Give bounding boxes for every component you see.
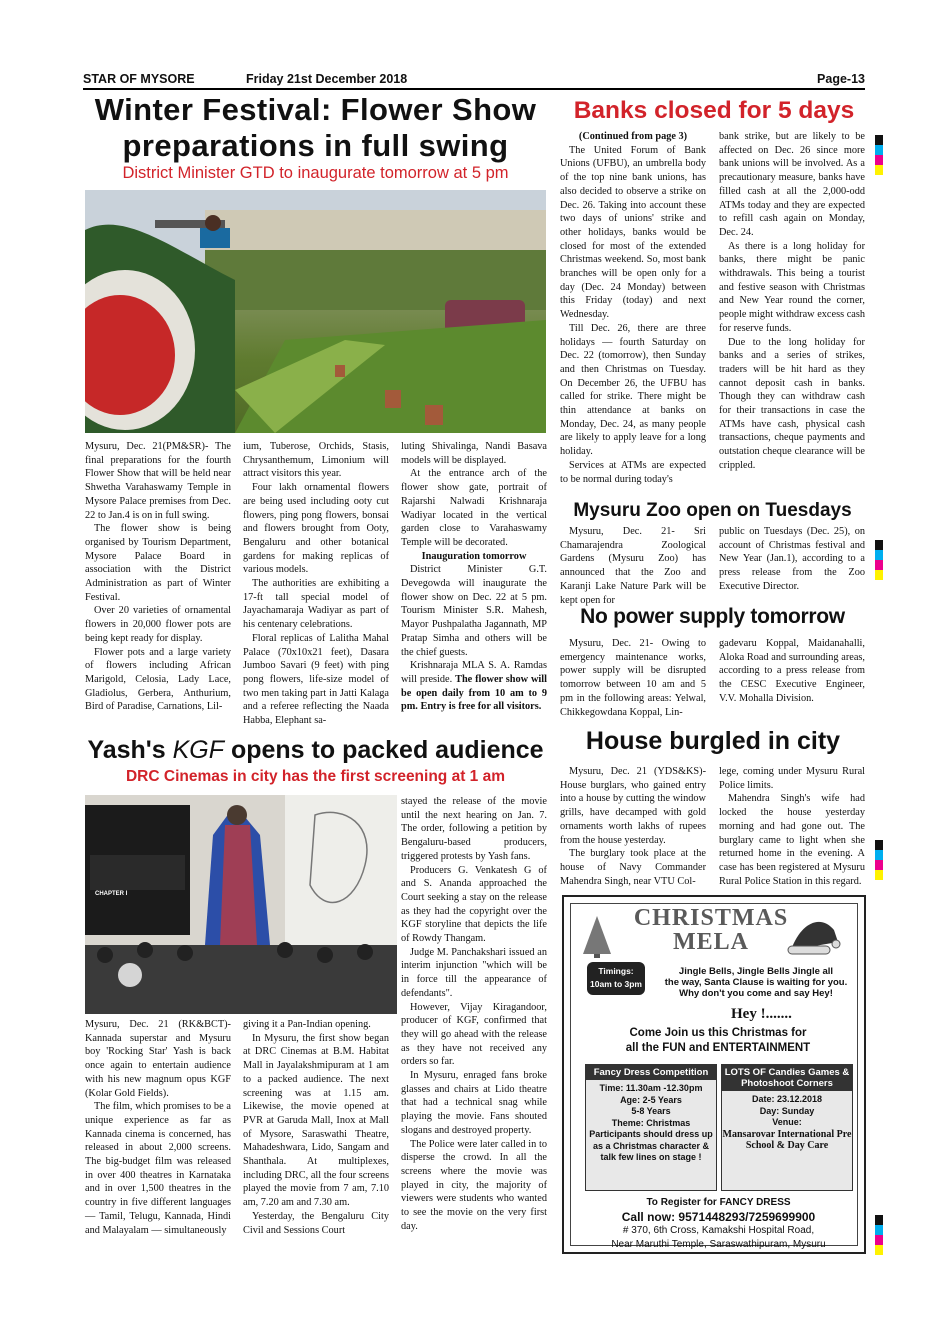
power-column-2 <box>719 637 865 706</box>
ad-jingle-line1: Jingle Bells, Jingle Bells Jingle all <box>678 966 834 977</box>
ad-phone: Call now: 9571448293/7259699900 <box>621 1210 816 1224</box>
paragraph: Producers G. Venkatesh G of and S. Ananda approached the Court seeking a stay on the release as they had the copyright over the KGF storyline that depicts the life of Rowdy Thangam. <box>401 864 547 945</box>
page-number: Page-13 <box>817 72 865 86</box>
ad-address-line2: Near Maruthi Temple, Saraswathipuram, Mysuru <box>611 1239 826 1250</box>
paragraph: Krishnaraja MLA S. A. Ramdas will preside. <box>401 660 547 685</box>
paragraph: At the entrance arch of the flower show gate, portrait of Rajarshi Nalwadi Krishnaraja Wadiyar located in the vertical garden close to Varahaswamy Temple will be decorated. <box>401 468 547 548</box>
paragraph: Floral replicas of Lalitha Mahal Palace (70x10x21 feet), Dasara Jumboo Savari (9 feet) with ping pong flowers, life-size model of two men taking part in Jatti Kalaga and a referee reflecting the Naada Habba, Elephant sa- <box>243 632 389 727</box>
paragraph: The burglary took place at the house of Navy Commander Mahendra Singh, near VTU Col- <box>560 848 706 887</box>
zoo-column-1 <box>560 525 706 607</box>
inauguration-subhead: Inauguration tomorrow <box>421 550 527 562</box>
ad-register <box>581 1196 856 1252</box>
fancy-dress-heading: Fancy Dress Competition <box>586 1065 716 1080</box>
event-heading: LOTS OF Candies Games & Photoshoot Corners <box>722 1065 852 1091</box>
ad-title-line1: CHRISTMAS <box>633 905 789 931</box>
continued-note: (Continued from page 3) <box>578 131 688 142</box>
paragraph: Four lakh ornamental flowers are being used including ooty cut flowers, ping pong flowers, bonsai and flowers brought from Ooty, Bengaluru and other botanical gardens for making replicas of various models. <box>243 482 389 576</box>
paragraph: lege, coming under Mysuru Rural Police limits. <box>719 766 865 791</box>
paragraph: However, Vijay Kiragandoor, producer of KGF, confirmed that they will go ahead with the release as they have not received any orders so far. <box>401 1001 547 1068</box>
cmyk-marks-1 <box>875 135 883 175</box>
paragraph: stayed the release of the movie until the next hearing on Jan. 7. The order, following a petition by Bengaluru-based producers, triggered protests by Yash fans. <box>401 796 547 862</box>
paragraph: Yesterday, the Bengaluru City Civil and Sessions Court <box>243 1210 389 1236</box>
paragraph: gadevaru Koppal, Maidanahalli, Aloka Road and surrounding areas, according to a press release from the CESC Executive Engineer, V.V. Mohalla Division. <box>719 638 865 704</box>
paragraph: The authorities are exhibiting a 17-ft tall special model of Jayachamaraja Wadiyar as part of his centenary celebrations. <box>243 578 389 631</box>
paragraph: District Minister G.T. Devegowda will inaugurate the flower show on Dec. 22 at 5 pm. Tourism Minister S.R. Mahesh, Mayor Pushpalatha Jagannath, MP Pratap Simha and others will be the chief guests. <box>401 564 547 658</box>
burgled-column-1 <box>560 765 706 888</box>
fancy-dress-time: Time: 11.30am -12.30pm <box>599 1083 703 1093</box>
issue-date: Friday 21st December 2018 <box>246 72 408 86</box>
paragraph: ium, Tuberose, Orchids, Stasis, Chrysanthemum, Limonium will attract visitors this year. <box>243 441 389 480</box>
banks-headline: Banks closed for 5 days <box>573 97 855 124</box>
masthead <box>83 70 865 90</box>
timings-note: The flower show will be open daily from 10 am to 9 pm. Entry is free for all visitors. <box>401 673 548 713</box>
fancy-dress-age1: Age: 2-5 Years <box>620 1094 682 1105</box>
paragraph: Due to the long holiday for banks and a series of strikes, traders will be hit hard as they cannot deposit cash in banks. Though they can withdraw cash for their transactions in case the ATMs have cash, physical cash transactions, cheque payments and outstation cheque clearance will be crippled. <box>719 336 865 471</box>
kgf-crowd-photo-drawing <box>85 795 397 1014</box>
ad-join-line1: Come Join us this Christmas for <box>629 1027 807 1039</box>
flower-headline-line2: preparations in full swing <box>122 128 509 163</box>
burgled-headline: House burgled in city <box>585 727 841 755</box>
paragraph: bank strike, but are likely to be affected on Dec. 26 since more bank unions will be involved. As a precautionary measure, banks have filled cash at all the 2,000-odd ATMs today and they are expected to refill cash again on Monday, Dec. 24. <box>719 131 865 238</box>
santa-hat-icon <box>786 912 841 957</box>
banks-column-1 <box>560 130 706 486</box>
flower-column-2 <box>243 440 389 728</box>
paragraph: Mysuru, Dec. 21 (YDS&KS)- House burglars, who gained entry into a house by cutting the window grills, have decamped with gold ornaments worth lakhs of rupees from the house yesterday. <box>560 766 706 846</box>
fancy-dress-age2: 5-8 Years <box>631 1106 671 1116</box>
flower-headline <box>83 92 548 164</box>
kgf-poster-caption: CHAPTER I <box>95 891 128 897</box>
flower-headline-line1: Winter Festival: Flower Show <box>94 92 537 127</box>
fancy-dress-desc: Participants should dress up as a Christmas character & talk few lines on stage ! <box>589 1129 713 1162</box>
kgf-headline <box>83 736 548 765</box>
burgled-column-2 <box>719 765 865 888</box>
ad-join-line2: all the FUN and ENTERTAINMENT <box>625 1042 811 1054</box>
ad-timings-badge <box>587 962 645 995</box>
ad-jingle-line2: the way, Santa Clause is waiting for you. <box>664 977 848 988</box>
paragraph: The Police were later called in to disperse the crowd. In all the screens where the movie was played in city, the majority of viewers were students who wanted to see the movie on the very first day. <box>401 1138 547 1232</box>
fancy-dress-theme: Theme: Christmas <box>611 1117 691 1128</box>
paragraph: Over 20 varieties of ornamental flowers in 20,000 flower pots are being kept ready for display. <box>85 605 231 644</box>
paragraph: Mysuru, Dec. 21(PM&SR)- The final preparations for the fourth Flower Show that will be held near Shwetha Varahaswamy Temple in Mysore Palace premises from Dec. 22 to Jan.4 is on in full swing. <box>85 441 231 521</box>
paragraph: public on Tuesdays (Dec. 25), on account of Christmas festival and New Year (Jan.1), according to a press release from the Zoo Executive Director. <box>719 526 865 592</box>
paragraph: luting Shivalinga, Nandi Basava models will be displayed. <box>401 441 547 466</box>
flower-subheadline: District Minister GTD to inaugurate tomorrow at 5 pm <box>122 164 509 182</box>
event-venue: Mansarovar International Pre School & Day Care <box>722 1128 852 1151</box>
ad-join <box>583 1026 853 1056</box>
kgf-side-column <box>401 795 547 1234</box>
paragraph: In Mysuru, the first show began at DRC Cinemas at B.M. Habitat Mall in Jayalakshmipuram at 1 am to a packed audience. The next screening was at 1.15 am. Likewise, the movie opened at PVR at Garuda Mall, Inox at Mall of Mysore, Saraswathi Theatre, Mahadeshwara, Lido, Sangam and Shanthala. At multiplexes, including DRC, all the four screens played the movie from 7 am, 7.10 am, 7.20 am and 7.30 am. <box>243 1032 389 1209</box>
paragraph: Mahendra Singh's wife had locked the house yesterday morning and had gone out. The burglary came to light when she returned home in the evening. A case has been registered at Mysuru Rural Police Station in this regard. <box>719 793 865 887</box>
paragraph: The film, which promises to be a unique experience as far as Kannada cinema is concerned, has released in about 2,000 screens. The big-budget film was released in over 400 theatres in Karnataka and in over 1,500 theatres in the country in five different languages — Tamil, Telugu, Kannada, Hindi and Malayalam — simultaneously <box>85 1101 231 1236</box>
paragraph: Mysuru, Dec. 21 (RK&BCT)- Kannada superstar and Mysuru boy 'Rocking Star' Yash is back once again to entertain audience with his new magnum opus KGF (Kolar Gold Fields). <box>85 1019 231 1099</box>
paragraph: Judge M. Panchakshari issued an interim injunction "which will be in force till the appearance of defendants". <box>401 946 547 999</box>
ad-timings-label: Timings: <box>598 966 634 976</box>
ad-address-line1: # 370, 6th Cross, Kamakshi Hospital Road, <box>622 1225 815 1236</box>
ad-hey: Hey !....... <box>731 1006 792 1022</box>
cmyk-marks-4 <box>875 1215 883 1255</box>
paper-name: STAR OF MYSORE <box>83 72 195 86</box>
flower-column-1 <box>85 440 231 714</box>
kgf-headline-post: opens to packed audience <box>224 736 544 764</box>
cmyk-marks-2 <box>875 540 883 580</box>
flower-column-3 <box>401 440 547 714</box>
paragraph: Mysuru, Dec. 21- Owing to emergency maintenance works, power supply will be disrupted tomorrow between 10 am and 5 pm in the following areas: Yelwal, Chikkegowdana Koppal, Lin- <box>560 638 706 718</box>
zoo-headline: Mysuru Zoo open on Tuesdays <box>573 500 852 521</box>
event-date: Date: 23.12.2018 <box>751 1094 823 1104</box>
flower-show-photo-drawing <box>85 190 546 433</box>
zoo-column-2 <box>719 525 865 594</box>
banks-column-2 <box>719 130 865 473</box>
ad-border <box>570 903 858 1250</box>
flower-show-photo <box>85 190 546 433</box>
ad-title-line2: MELA <box>673 929 749 955</box>
kgf-crowd-photo <box>85 795 397 1014</box>
kgf-subheadline: DRC Cinemas in city has the first screening at 1 am <box>125 768 505 785</box>
paragraph: The flower show is being organised by Tourism Department, Mysore Palace Board in association with the District Administration as part of Winter Festival. <box>85 523 231 603</box>
power-headline: No power supply tomorrow <box>580 605 845 628</box>
ad-jingle <box>651 966 861 999</box>
tree-icon <box>577 914 617 959</box>
cmyk-marks-3 <box>875 840 883 880</box>
paragraph: Services at ATMs are expected to be normal during today's <box>560 459 706 485</box>
fancy-dress-box <box>585 1064 717 1191</box>
kgf-column-1 <box>85 1018 231 1237</box>
paragraph: Mysuru, Dec. 21- Sri Chamarajendra Zoological Gardens (Mysuru Zoo) has announced that the Zoo and Karanji Lake Nature Park will be kept open for <box>560 526 706 606</box>
event-day: Day: Sunday <box>759 1105 815 1116</box>
ad-jingle-line3: Why don't you come and say Hey! <box>679 988 833 999</box>
paragraph: In Mysuru, enraged fans broke glasses and chairs at Lido theatre that had a technical snag while playing the movie. Fans shouted slogans and destroyed property. <box>401 1070 547 1136</box>
paragraph: As there is a long holiday for banks, there might be panic withdrawals. This being a tourist and festive season with Christmas and New Year round the corner, people might withdraw excess cash for reserve funds. <box>719 240 865 334</box>
paragraph: The United Forum of Bank Unions (UFBU), an umbrella body of the top nine bank unions, has also decided to observe a strike on Dec. 26. Taking into account these two days of unions' strike and other holidays, banks would be closed for most of the extended Christmas weekend. So, most bank branches will be open only for a day (Dec. 24 Monday) between this Friday (today) and next Wednesday. <box>560 144 706 321</box>
christmas-mela-ad <box>562 895 866 1254</box>
paragraph: giving it a Pan-Indian opening. <box>243 1019 371 1030</box>
event-venue-label: Venue: <box>772 1117 802 1127</box>
kgf-headline-pre: Yash's <box>87 736 173 764</box>
ad-timings-value: 10am to 3pm <box>590 979 642 989</box>
power-column-1 <box>560 637 706 719</box>
paragraph: Flower pots and a large variety of flowers including African Marigold, Celosia, Lady Lace, Gladiolus, Gerbera, Anthurium, Bird of Paradise, Carnations, Lil- <box>85 646 231 713</box>
event-details-box <box>721 1064 853 1191</box>
kgf-column-2 <box>243 1018 389 1237</box>
paragraph: Till Dec. 26, there are three holidays — fourth Saturday on Dec. 22 (tomorrow), then Sunday and then Christmas on Tuesday. On December 26, the UFBU has called for strike. There might be thin attendance at banks on Monday, Dec. 24, as many people are likely to apply leave for a long holiday. <box>560 322 706 458</box>
kgf-headline-title: KGF <box>172 736 225 764</box>
ad-register-line: To Register for FANCY DRESS <box>646 1197 791 1208</box>
